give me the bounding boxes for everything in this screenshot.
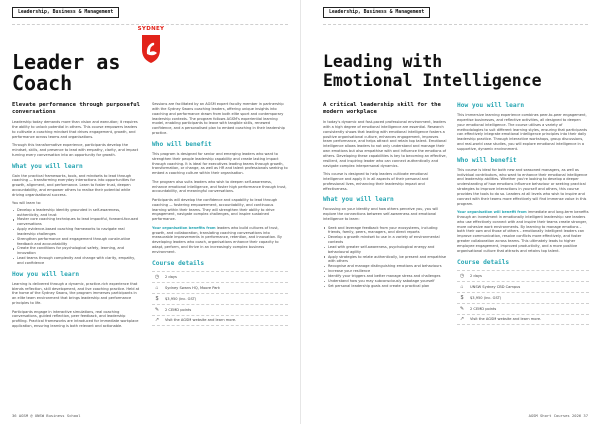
detail-text: 2 days [165,274,177,279]
detail-text: 2 days [470,273,482,278]
list-item: Lead teams through complexity and change with clarity, empathy, and confidence [12,256,140,266]
detail-text: 2 CEMD points [470,306,497,311]
course-details-list [457,270,589,325]
list-item: Create the conditions for psychological safety, learning, and innovation [12,246,140,256]
page-title [323,52,542,90]
list-item: Recognise and manage distinguishing emotions and behaviours [323,264,447,269]
website-icon: ↗ [154,317,160,324]
website-link[interactable]: Visit the AGSM website and learn more. [470,317,542,322]
duration-icon: ◷ [154,273,160,280]
course-details-list [152,271,288,326]
list-item: Set personal leadership goals and create a practical plan [323,284,447,289]
detail-row-location [152,282,288,293]
org-benefit-text: leaders who build cultures of trust, growth, and collaboration, translating coaching conversations into measurable improvements in performance, retention, and innovation. By developing leaders who coach, organisations enhance their capacity to adapt, perform, and thrive in an increasingly complex business environment. [152,225,282,254]
benefit-heading: Who will benefit [457,156,517,164]
detail-row-duration [457,270,589,281]
detail-text: $3,950 (inc. GST) [165,296,197,301]
page-title [12,52,120,94]
intro-paragraph: In today's dynamic and fast-paced professional environment, leaders with a high degree of emotional intelligence are essential. Research consistently shows that leading with emotional intelligence fosters a positive organisational culture, enhances engagement, improves team performance, and helps attract and retain top talent. Emotional intelligence allows leaders to not only understand and manage their own emotions but also empathise with and influence the emotions of others. Developing these capabilities is key to becoming an effective, resilient, and inspiring leader who can connect authentically and navigate complex interpersonal dynamics. [323,120,447,168]
list-item: Master core coaching techniques to lead impactful, forward-focused conversations [12,217,140,227]
org-benefit-lead: Your organisation benefits from [152,225,216,230]
org-benefit-paragraph [457,210,589,254]
intro-paragraph: Leadership today demands more than vision and execution; it requires the ability to unlock potential in others. This course empowers leaders to cultivate a coaching mindset that drives engagement, growth, and performance across teams and organisations. [12,120,138,139]
intro-paragraph: Through this transformative experience, participants develop the mindset, skills, and presence to lead with empathy, clarity, and impact turning every conversation into an opportunity for growth. [12,142,139,157]
detail-text: Sydney Swans HQ, Moore Park [165,285,220,290]
location-icon: ⌂ [155,284,159,291]
org-benefit-text: immediate and long-term benefits through an investment in emotionally intelligent leadership: see leaders who use effectively connect with and inspire their teams create stronger, more cohesive work environments. By learning to manage emotions – both their own and those of others – emotionally intelligent leaders can improve communication, resolve conflicts more effectively, and foster greater collaboration across teams. This ultimately leads to higher employee engagement, improved productivity, and a more positive organisational culture that attracts and retains top talent. [457,210,589,253]
learn-list [12,208,140,266]
list-item: Understand how you may subconsciously sabotage yourself [323,279,447,284]
duration-icon: ◷ [459,272,465,279]
list-item: Develop a growth mindset to use in a variety of environmental contexts [323,235,447,245]
title-line-2: Coach [12,71,73,95]
middle-column [152,102,288,326]
how-heading: How you will learn [457,102,525,109]
credits-icon: ✎ [459,305,465,312]
list-item: Develop a leadership identity grounded in self-awareness, authenticity, and trust [12,208,140,218]
location-icon: ⌂ [460,283,464,290]
far-right-column [457,102,589,325]
how-paragraph: Participants engage in interactive simulations, real coaching conversations, guided reflection, peer feedback, and leadership profiling. Practical frameworks are introduced for immediate workplace application, ensuring learning is both relevant and actionable. [12,309,139,329]
website-icon: ↗ [459,316,465,323]
learn-list-intro: You will learn to: [12,201,42,206]
subheading: Elevate performance through purposeful conversations [12,102,140,115]
detail-text: $3,950 (inc. GST) [470,295,502,300]
list-item: Apply evidence-based coaching frameworks to navigate real leadership challenges [12,227,140,237]
how-paragraph: Learning is delivered through a dynamic, practice-rich experience that blends reflection, skill development, and live coaching practice. Held at the home of the Sydney Swans, the program immerses participants in an elite team environment that brings leadership and performance principles to life. [12,281,140,306]
subheading: A critical leadership skill for the modern workplace [323,102,441,115]
title-line-1: Leading with [323,52,443,71]
detail-row-website[interactable] [152,315,288,326]
page-footer: 36 AGSM @ UNSW Business School [12,413,81,418]
category-badge: Leadership, Business & Management [12,7,119,18]
learn-intro: Focussing on your identity and how others perceive you, you will explore the connections between self-awareness and emotional intelligence to learn: [323,207,439,222]
benefit-paragraph: The program also suits leaders who wish to deepen self-awareness, enhance emotional intelligence, and foster high performance through trust, accountability, and meaningful conversations. [152,179,287,194]
learn-heading: What you will learn [323,196,394,204]
swan-crest-icon [132,26,170,66]
category-badge: Leadership, Business & Management [323,7,430,18]
benefit-paragraph: Participants will develop the confidence and capability to lead through coaching — fostering empowerment, accountability, and continuous learning within their teams. They will strengthen their ability to drive engagement, navigate complex challenges, and inspire sustained performance. [152,197,278,222]
detail-text: UNSW Sydney CBD Campus [470,284,521,289]
detail-text: 2 CEMD points [165,307,192,312]
detail-row-location [457,281,589,292]
price-icon: $ [460,294,464,301]
list-item: Identify your triggers and better manage stress and challenges [323,274,447,279]
benefit-paragraph: This program is designed for senior and emerging leaders who want to strengthen their people leadership capability and create lasting impact through coaching. It is ideal for executives leading teams through growth, transformation, or change, as well as HR and talent professionals seeking to embed a coaching culture within their organisation. [152,151,288,176]
right-page [300,0,600,424]
course-details-heading: Course details [152,259,205,267]
benefit-paragraph: This course is ideal for both new and seasoned managers, as well as individual contributors, who want to enhance their emotional intelligence and leadership abilities. Whether you're looking to develop a deeper understanding of how emotions influence behaviour or seeking practical strategies to improve interactions in yourself and others, this course provides the tools to do so. Leaders at all levels who wish to inspire and connect with their teams more effectively will find immense value in this program. [457,167,588,206]
list-item: Apply strategies to relate authentically, be present and empathise with others [323,255,447,265]
benefit-heading: Who will benefit [152,140,212,148]
org-benefit-paragraph [152,226,288,255]
how-heading: How you will learn [12,270,80,278]
learn-list [323,226,447,289]
middle-intro: Sessions are facilitated by an AGSM expert faculty member in partnership with the Sydney Swans coaching leaders, offering unique insights into coaching and performance drawn from both elite sport and contemporary leadership contexts. The program follows AGSM's experiential learning model, enabling participants to leave with tangible skills, renewed confidence, and a personalised plan to embed coaching in their leadership practice. [152,102,285,136]
price-icon: $ [155,295,159,302]
detail-row-duration [152,271,288,282]
detail-row-credits [152,304,288,315]
intro-paragraph: This course is designed to help leaders cultivate emotional intelligence and apply it in all aspects of their personal and professional lives, enhancing their leadership impact and effectiveness. [323,172,429,191]
title-line-1: Leader as [12,50,121,74]
course-details-heading: Course details [457,258,510,266]
learn-heading: What you will learn [12,162,83,170]
page-footer: AGSM Short Courses 2026 37 [528,413,588,418]
detail-row-website[interactable] [457,314,589,325]
learn-intro: Gain the practical frameworks, tools, and mindsets to lead through coaching — transforming everyday interactions into opportunities for growth, alignment, and performance. Learn to foster trust, deepen accountability, and empower others to realise their potential while driving organisational success. [12,173,136,197]
right-left-column [323,102,447,292]
website-link[interactable]: Visit the AGSM website and learn more. [165,318,237,323]
detail-row-price [152,293,288,304]
logo-text: SYDNEY [137,26,165,32]
title-line-2: Emotional Intelligence [323,71,542,90]
left-column [12,102,140,333]
org-benefit-lead: Your organisation will benefit from [457,210,527,215]
credits-icon: ✎ [154,306,160,313]
header-rule [323,24,588,25]
detail-row-price [457,292,589,303]
how-paragraph: This immersive learning experience combines peer-to-peer engagement, expertise businesses, and reflective activities, all designed to deepen your emotional intelligence. The course utilises a variety of methodologies to suit different learning styles, ensuring that participants can effectively integrate emotional intelligence principles into their daily leadership practice. Through interactive workshops, group discussions, and real-world case studies, you will explore emotional intelligence in a supportive, dynamic environment. [457,113,588,151]
sydney-swans-logo [132,26,170,66]
header-rule [12,24,288,25]
list-item: Lead with greater self-awareness, psychological energy and behavioural agility [323,245,447,255]
list-item: Seek and leverage feedback from your ecosystems, including friends, family, peers, managers, and direct reports [323,226,447,236]
list-item: Increase your resilience [323,269,447,274]
list-item: Strengthen performance and engagement through constructive feedback and accountability [12,237,140,247]
detail-row-credits [457,303,589,314]
